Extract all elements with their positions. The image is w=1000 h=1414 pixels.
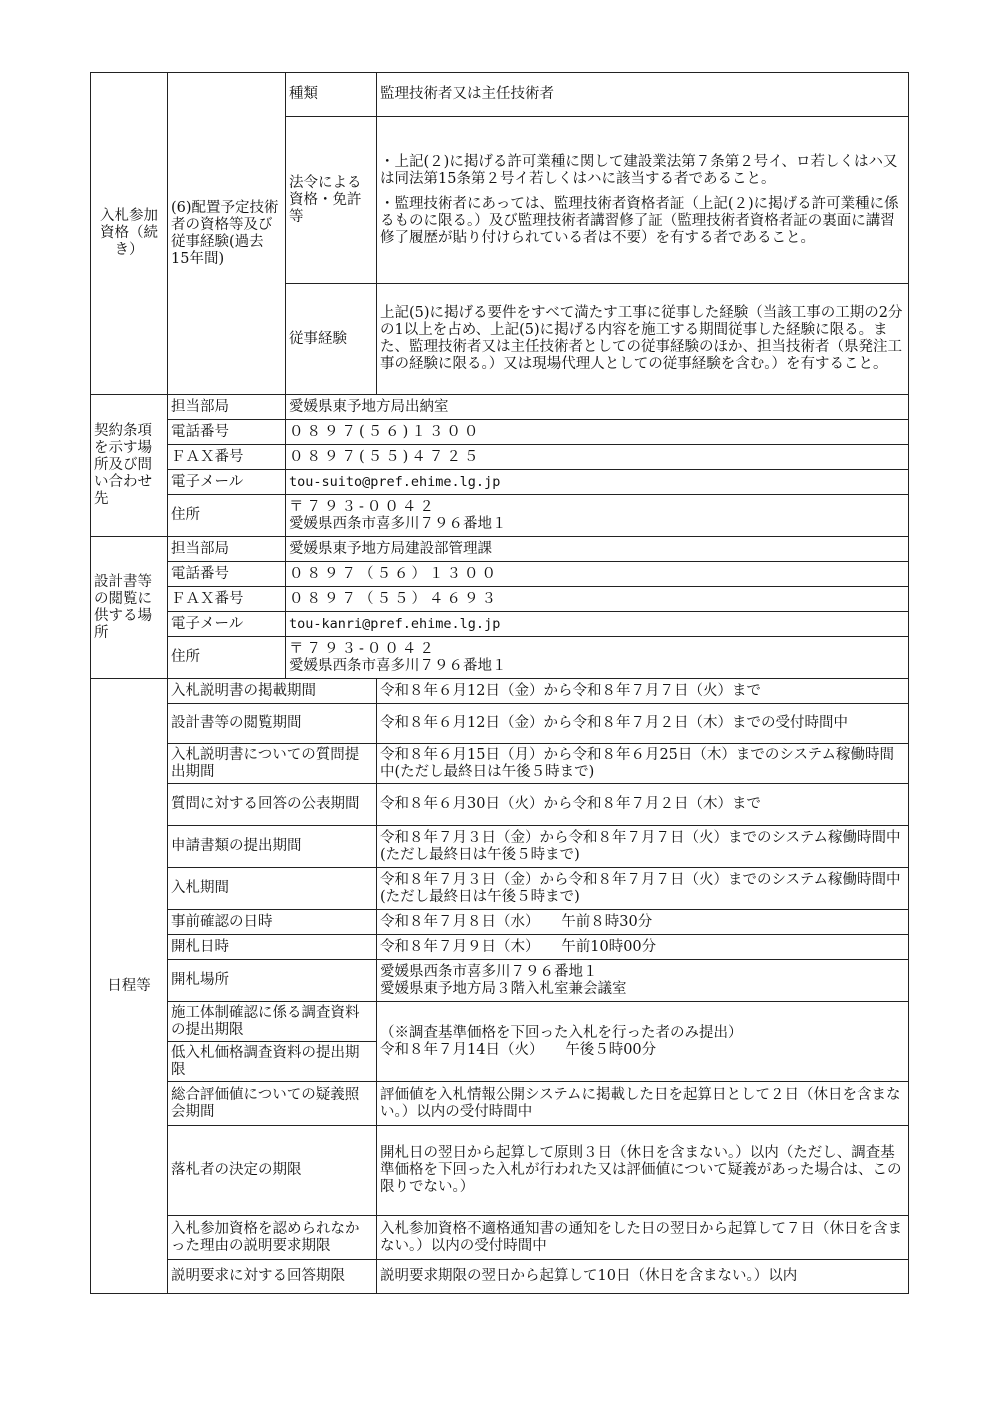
- schedule-row-label: 開札日時: [168, 935, 377, 960]
- contract-fax-label: ＦＡＸ番号: [168, 445, 286, 470]
- contract-zip: 〒７９３-００４２: [289, 498, 437, 515]
- experience-value: 上記(5)に掲げる要件をすべて満たす工事に従事した経験（当該工事の工期の2分の1以上を占め、上記(5)に掲げる内容を施工する期間従事した経験に限る。また、監理技術者又は主任技術者としての従事経験のほか、担当技術者（県発注工事の経験に限る。）又は現場代理人としての従事経験を含む。）を有すること。: [377, 284, 909, 395]
- bid-place-line-1: 愛媛県西条市喜多川７９６番地１: [380, 963, 598, 980]
- schedule-row-label: 施工体制確認に係る調査資料の提出期限: [168, 1002, 377, 1042]
- license-paragraph-1: ・上記(２)に掲げる許可業種に関して建設業法第７条第２号イ、ロ若しくはハ又は同法第15条第２号イ若しくはハに該当する者であること。: [380, 153, 898, 187]
- schedule-row-value: 令和８年７月９日（木） 午前10時00分: [377, 935, 909, 960]
- schedule-row-label: 申請書類の提出期間: [168, 826, 377, 868]
- schedule-row-value: 令和８年６月30日（火）から令和８年７月２日（木）まで: [377, 784, 909, 826]
- schedule-row-value: 令和８年７月８日（水） 午前８時30分: [377, 910, 909, 935]
- design-fax-label: ＦＡＸ番号: [168, 587, 286, 612]
- survey-note: （※調査基準価格を下回った入札を行った者のみ提出）: [380, 1024, 743, 1041]
- design-address-value: [286, 637, 909, 679]
- schedule-row-label: 入札参加資格を認められなかった理由の説明要求期限: [168, 1216, 377, 1260]
- schedule-row-label: 質問に対する回答の公表期間: [168, 784, 377, 826]
- contract-dept-label: 担当部局: [168, 395, 286, 420]
- bid-place-line-2: 愛媛県東予地方局３階入札室兼会議室: [380, 980, 627, 997]
- schedule-row-label: 総合評価値についての疑義照会期間: [168, 1082, 377, 1126]
- schedule-row-value: 令和８年７月３日（金）から令和８年７月７日（火）までのシステム稼働時間中(ただし最終日は午後５時まで): [377, 868, 909, 910]
- schedule-row-label: 事前確認の日時: [168, 910, 377, 935]
- schedule-row-label: 入札説明書についての質問提出期間: [168, 744, 377, 784]
- schedule-row-label: 入札説明書の掲載期間: [168, 679, 377, 704]
- design-fax-value: ０８９７（５５）４６９３: [286, 587, 909, 612]
- contract-address-label: 住所: [168, 495, 286, 537]
- schedule-row-label: 説明要求に対する回答期限: [168, 1260, 377, 1294]
- schedule-section-label: 日程等: [91, 679, 168, 1294]
- survey-deadline-value: [377, 1002, 909, 1082]
- schedule-row-label: 低入札価格調査資料の提出期限: [168, 1042, 377, 1082]
- experience-label: 従事経験: [286, 284, 377, 395]
- type-value: 監理技術者又は主任技術者: [377, 73, 909, 117]
- schedule-row-value: [377, 960, 909, 1002]
- schedule-row-value: 令和８年６月12日（金）から令和８年７月７日（火）まで: [377, 679, 909, 704]
- design-tel-value: ０８９７（５６）１３００: [286, 562, 909, 587]
- schedule-row-value: 入札参加資格不適格通知書の通知をした日の翌日から起算して７日（休日を含まない。）以内の受付時間中: [377, 1216, 909, 1260]
- contract-address: 愛媛県西条市喜多川７９６番地１: [289, 515, 507, 532]
- schedule-row-label: 開札場所: [168, 960, 377, 1002]
- survey-deadline: 令和８年７月14日（火） 午後５時00分: [380, 1041, 657, 1058]
- design-zip: 〒７９３-００４２: [289, 640, 437, 657]
- schedule-row-label: 入札期間: [168, 868, 377, 910]
- staff-qualification-label: (6)配置予定技術者の資格等及び従事経験(過去15年間): [168, 73, 286, 395]
- schedule-row-label: 設計書等の閲覧期間: [168, 704, 377, 744]
- notice-table: [90, 72, 909, 1294]
- design-tel-label: 電話番号: [168, 562, 286, 587]
- contract-tel-value: ０８９７(５６)１３００: [286, 420, 909, 445]
- design-address: 愛媛県西条市喜多川７９６番地１: [289, 657, 507, 674]
- contract-address-value: [286, 495, 909, 537]
- schedule-row-value: 令和８年７月３日（金）から令和８年７月７日（火）までのシステム稼働時間中(ただし最終日は午後５時まで): [377, 826, 909, 868]
- design-address-label: 住所: [168, 637, 286, 679]
- license-paragraph-2: ・監理技術者にあっては、監理技術者資格者証（上記(２)に掲げる許可業種に係るものに限る。）及び監理技術者講習修了証（監理技術者資格者証の裏面に講習修了履歴が貼り付けられている者は不要）を有する者であること。: [380, 195, 899, 246]
- contract-section-label: 契約条項を示す場所及び問い合わせ先: [91, 395, 168, 537]
- license-value: [377, 117, 909, 284]
- design-email-label: 電子メール: [168, 612, 286, 637]
- contract-tel-label: 電話番号: [168, 420, 286, 445]
- type-label: 種類: [286, 73, 377, 117]
- design-dept-value: 愛媛県東予地方局建設部管理課: [286, 537, 909, 562]
- contract-email-label: 電子メール: [168, 470, 286, 495]
- design-email-value: tou-kanri@pref.ehime.lg.jp: [286, 612, 909, 637]
- schedule-row-value: 評価値を入札情報公開システムに掲載した日を起算日として２日（休日を含まない。）以内の受付時間中: [377, 1082, 909, 1126]
- qualification-section-label: 入札参加資格（続き）: [91, 73, 168, 395]
- schedule-row-label: 落札者の決定の期限: [168, 1126, 377, 1216]
- contract-email-value: tou-suito@pref.ehime.lg.jp: [286, 470, 909, 495]
- contract-dept-value: 愛媛県東予地方局出納室: [286, 395, 909, 420]
- schedule-row-value: 開札日の翌日から起算して原則３日（休日を含まない。）以内（ただし、調査基準価格を下回った入札が行われた又は評価値について疑義があった場合は、この限りでない。）: [377, 1126, 909, 1216]
- design-section-label: 設計書等の閲覧に供する場所: [91, 537, 168, 679]
- contract-fax-value: ０８９７(５５)４７２５: [286, 445, 909, 470]
- schedule-row-value: 令和８年６月12日（金）から令和８年７月２日（木）までの受付時間中: [377, 704, 909, 744]
- design-dept-label: 担当部局: [168, 537, 286, 562]
- schedule-row-value: 説明要求期限の翌日から起算して10日（休日を含まない。）以内: [377, 1260, 909, 1294]
- license-label: 法令による資格・免許等: [286, 117, 377, 284]
- schedule-row-value: 令和８年６月15日（月）から令和８年６月25日（木）までのシステム稼働時間中(ただし最終日は午後５時まで): [377, 744, 909, 784]
